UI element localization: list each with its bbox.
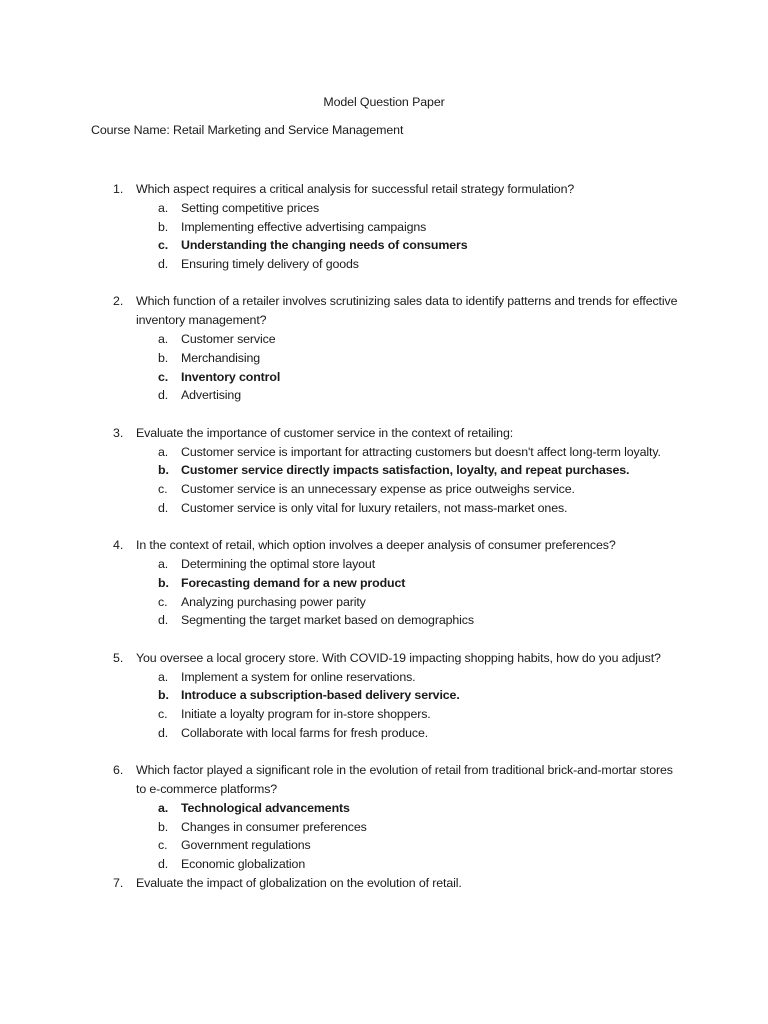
correct-answer-option bbox=[158, 368, 661, 387]
answer-option bbox=[158, 499, 661, 518]
option-text: Customer service is only vital for luxury retailers, not mass-market ones. bbox=[181, 500, 568, 515]
option-text: Implementing effective advertising campaigns bbox=[181, 219, 427, 234]
question-item bbox=[0, 761, 700, 874]
option-text: Inventory control bbox=[181, 369, 281, 384]
option-letter: d. bbox=[158, 388, 169, 403]
question-text: Which aspect requires a critical analysis for successful retail strategy formulation? bbox=[136, 182, 575, 196]
question-item bbox=[0, 180, 700, 274]
answer-option bbox=[158, 255, 661, 274]
option-list bbox=[0, 330, 700, 405]
option-letter: d. bbox=[158, 613, 169, 628]
option-list bbox=[0, 799, 700, 874]
correct-answer-option bbox=[158, 686, 661, 705]
question-text: Which function of a retailer involves scrutinizing sales data to identify patterns and trends for effective inventory management? bbox=[136, 294, 678, 328]
question-text: Evaluate the importance of customer service in the context of retailing: bbox=[136, 425, 514, 440]
option-text: Initiate a loyalty program for in-store shoppers. bbox=[181, 707, 431, 722]
option-letter: b. bbox=[158, 575, 169, 590]
answer-option bbox=[158, 836, 661, 855]
correct-answer-option bbox=[158, 799, 661, 818]
answer-option bbox=[158, 855, 661, 874]
option-text: Customer service is important for attracting customers but doesn't affect long-term loyalty. bbox=[181, 444, 661, 459]
question-item bbox=[0, 536, 700, 630]
answer-option bbox=[158, 593, 661, 612]
course-name: Course Name: Retail Marketing and Service Management bbox=[91, 123, 404, 137]
answer-option bbox=[158, 555, 661, 574]
question-number: 1. bbox=[113, 182, 124, 196]
answer-option bbox=[158, 349, 661, 368]
question-number: 7. bbox=[113, 876, 124, 890]
option-text: Changes in consumer preferences bbox=[181, 819, 367, 834]
answer-option bbox=[158, 724, 661, 743]
option-text: Determining the optimal store layout bbox=[181, 557, 376, 572]
option-text: Setting competitive prices bbox=[181, 200, 320, 215]
option-letter: b. bbox=[158, 350, 169, 365]
answer-option bbox=[158, 443, 661, 462]
option-letter: c. bbox=[158, 238, 169, 253]
question-item bbox=[0, 424, 700, 518]
option-letter: d. bbox=[158, 500, 169, 515]
question-text: In the context of retail, which option involves a deeper analysis of consumer preferences? bbox=[136, 538, 616, 553]
option-list bbox=[0, 199, 700, 274]
option-letter: d. bbox=[158, 725, 169, 740]
answer-option bbox=[158, 199, 661, 218]
option-letter: c. bbox=[158, 594, 168, 609]
option-list bbox=[0, 668, 700, 743]
answer-option bbox=[158, 818, 661, 837]
question-item bbox=[0, 292, 700, 405]
option-letter: b. bbox=[158, 688, 169, 703]
option-text: Technological advancements bbox=[181, 800, 350, 815]
option-text: Introduce a subscription-based delivery service. bbox=[181, 688, 460, 703]
question-number: 2. bbox=[113, 294, 124, 309]
option-letter: a. bbox=[158, 444, 169, 459]
option-list bbox=[0, 443, 700, 518]
option-letter: a. bbox=[158, 200, 169, 215]
correct-answer-option bbox=[158, 236, 661, 255]
question-item bbox=[0, 874, 700, 893]
option-text: Segmenting the target market based on demographics bbox=[181, 613, 474, 628]
option-text: Merchandising bbox=[181, 350, 261, 365]
question-number: 3. bbox=[113, 425, 124, 440]
option-text: Ensuring timely delivery of goods bbox=[181, 257, 359, 272]
option-text: Understanding the changing needs of consumers bbox=[181, 238, 468, 253]
answer-option bbox=[158, 330, 661, 349]
page-title: Model Question Paper bbox=[323, 95, 445, 109]
option-text: Advertising bbox=[181, 388, 241, 403]
option-letter: d. bbox=[158, 257, 169, 272]
option-letter: a. bbox=[158, 557, 169, 572]
option-text: Forecasting demand for a new product bbox=[181, 575, 406, 590]
option-text: Customer service directly impacts satisfaction, loyalty, and repeat purchases. bbox=[181, 463, 630, 478]
option-text: Customer service bbox=[181, 332, 276, 347]
option-text: Customer service is an unnecessary expense as price outweighs service. bbox=[181, 482, 575, 497]
correct-answer-option bbox=[158, 461, 661, 480]
question-list bbox=[0, 180, 700, 893]
option-letter: b. bbox=[158, 819, 169, 834]
option-text: Government regulations bbox=[181, 838, 311, 853]
answer-option bbox=[158, 611, 661, 630]
option-letter: a. bbox=[158, 800, 169, 815]
option-text: Implement a system for online reservations. bbox=[181, 669, 416, 684]
question-number: 6. bbox=[113, 763, 124, 778]
correct-answer-option bbox=[158, 574, 661, 593]
option-letter: b. bbox=[158, 463, 169, 478]
answer-option bbox=[158, 668, 661, 687]
option-letter: c. bbox=[158, 369, 169, 384]
option-letter: c. bbox=[158, 838, 168, 853]
question-text: You oversee a local grocery store. With COVID-19 impacting shopping habits, how do you adjust? bbox=[136, 650, 661, 665]
option-letter: a. bbox=[158, 332, 169, 347]
option-text: Collaborate with local farms for fresh produce. bbox=[181, 725, 429, 740]
question-text: Which factor played a significant role in the evolution of retail from traditional brick-and-mortar stores to e-commerce platforms? bbox=[136, 763, 673, 797]
option-letter: b. bbox=[158, 219, 169, 234]
answer-option bbox=[158, 705, 661, 724]
option-letter: d. bbox=[158, 857, 169, 872]
option-text: Economic globalization bbox=[181, 857, 306, 872]
question-text: Evaluate the impact of globalization on the evolution of retail. bbox=[136, 876, 462, 890]
option-letter: c. bbox=[158, 482, 168, 497]
option-letter: a. bbox=[158, 669, 169, 684]
option-letter: c. bbox=[158, 707, 168, 722]
question-number: 5. bbox=[113, 650, 124, 665]
option-list bbox=[0, 555, 700, 630]
answer-option bbox=[158, 480, 661, 499]
option-text: Analyzing purchasing power parity bbox=[181, 594, 366, 609]
question-item bbox=[0, 649, 700, 743]
answer-option bbox=[158, 218, 661, 237]
answer-option bbox=[158, 386, 661, 405]
question-number: 4. bbox=[113, 538, 124, 553]
